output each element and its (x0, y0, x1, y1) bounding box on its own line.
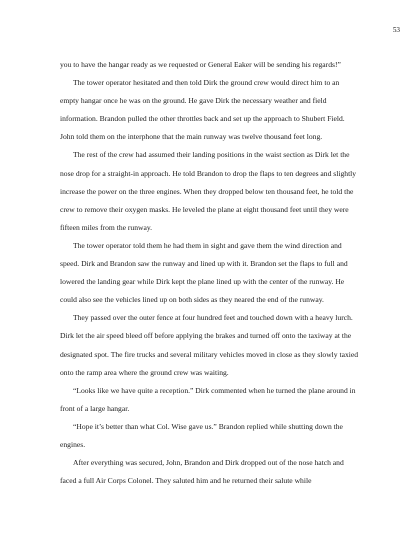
page-number: 53 (392, 26, 400, 34)
paragraph: After everything was secured, John, Brandon and Dirk dropped out of the nose hatch and faced a full Air Corps Colonel. They saluted him and he returned their salute while (60, 458, 344, 486)
paragraph: “Hope it’s better than what Col. Wise gave us.” Brandon replied while shutting down the engines. (60, 421, 343, 449)
paragraph: “Looks like we have quite a reception.” Dirk commented when he turned the plane around in front of a large hangar. (60, 385, 356, 413)
paragraph: The rest of the crew had assumed their landing positions in the waist section as Dirk let the nose drop for a straight-in approach. He told Brandon to drop the flaps to ten degrees and slightly increase the power on the three engines. When they dropped below ten thousand feet, he told the crew to remove their oxygen masks. He leveled the plane at eight thousand feet until they were fifteen miles from the runway. (60, 150, 357, 232)
paragraph: you to have the hangar ready as we requested or General Eaker will be sending his regards!” (60, 60, 341, 69)
paragraph: The tower operator hesitated and then told Dirk the ground crew would direct him to an empty hangar once he was on the ground. He gave Dirk the necessary weather and field information. Brandon pulled the other throttles back and set up the approach to Shubert Field. John told them on the interphone that the main runway was twelve thousand feet long. (60, 78, 345, 142)
paragraph: The tower operator told them he had them in sight and gave them the wind direction and speed. Dirk and Brandon saw the runway and lined up with it. Brandon set the flaps to full and lowered the landing gear while Dirk kept the plane lined up with the center of the runway. He could also see the vehicles lined up on both sides as they neared the end of the runway. (60, 240, 348, 305)
body-text (60, 56, 360, 490)
paragraph: They passed over the outer fence at four hundred feet and touched down with a heavy lurch. Dirk let the air speed bleed off before applying the brakes and turned off onto the taxiway at the designated spot. The fire trucks and several military vehicles moved in close as they slowly taxied onto the ramp area where the ground crew was waiting. (60, 313, 359, 377)
